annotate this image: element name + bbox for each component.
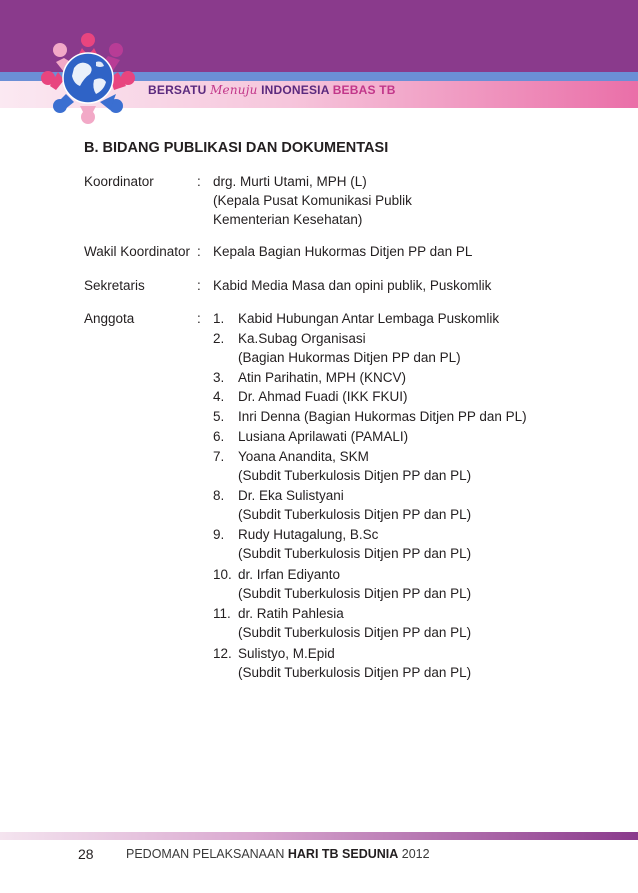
tagline-indonesia: INDONESIA <box>261 83 330 97</box>
wakil-koordinator-label: Wakil Koordinator <box>84 244 191 259</box>
sekretaris-colon: : <box>197 278 201 293</box>
anggota-label: Anggota <box>84 311 135 326</box>
header-tagline <box>148 83 396 97</box>
list-item-number: 3. <box>213 370 225 385</box>
footer-title-normal: PEDOMAN PELAKSANAAN <box>126 847 285 861</box>
tagline-bebas-tb: BEBAS TB <box>332 83 396 97</box>
koordinator-label: Koordinator <box>84 174 154 189</box>
list-item-number: 1. <box>213 311 225 326</box>
list-item-number: 8. <box>213 488 225 503</box>
wakil-koordinator-colon: : <box>197 244 201 259</box>
list-item-number: 6. <box>213 429 225 444</box>
section-title: B. BIDANG PUBLIKASI DAN DOKUMENTASI <box>84 140 389 156</box>
list-item-detail: (Subdit Tuberkulosis Ditjen PP dan PL) <box>238 586 472 601</box>
list-item: dr. Ratih Pahlesia <box>238 606 344 621</box>
footer-title-bold: HARI TB SEDUNIA <box>287 847 399 861</box>
list-item-number: 4. <box>213 389 225 404</box>
list-item-number: 2. <box>213 331 225 346</box>
list-item-number: 12. <box>213 646 232 661</box>
koordinator-value-line: drg. Murti Utami, MPH (L) <box>213 174 367 189</box>
list-item-number: 7. <box>213 449 225 464</box>
list-item-number: 5. <box>213 409 225 424</box>
list-item: Dr. Eka Sulistyani <box>238 488 344 503</box>
sekretaris-value: Kabid Media Masa dan opini publik, Puskomlik <box>213 278 492 293</box>
tagline-menuju: Menuju <box>210 83 258 97</box>
list-item-detail: (Subdit Tuberkulosis Ditjen PP dan PL) <box>238 507 472 522</box>
list-item: Atin Parihatin, MPH (KNCV) <box>238 370 407 385</box>
list-item: Kabid Hubungan Antar Lembaga Puskomlik <box>238 311 500 326</box>
list-item: Inri Denna (Bagian Hukormas Ditjen PP dan PL) <box>238 409 527 424</box>
list-item: dr. Irfan Ediyanto <box>238 567 341 582</box>
list-item: Rudy Hutagalung, B.Sc <box>238 527 379 542</box>
sekretaris-label: Sekretaris <box>84 278 145 293</box>
footer-year: 2012 <box>401 847 430 861</box>
list-item: Dr. Ahmad Fuadi (IKK FKUI) <box>238 389 408 404</box>
list-item-detail: (Bagian Hukormas Ditjen PP dan PL) <box>238 350 461 365</box>
koordinator-value-line: Kementerian Kesehatan) <box>213 212 363 227</box>
list-item-detail: (Subdit Tuberkulosis Ditjen PP dan PL) <box>238 665 472 680</box>
list-item: Yoana Anandita, SKM <box>238 449 369 464</box>
list-item-number: 11. <box>213 606 231 621</box>
list-item-number: 10. <box>213 567 232 582</box>
list-item: Ka.Subag Organisasi <box>238 331 366 346</box>
list-item: Sulistyo, M.Epid <box>238 646 335 661</box>
wakil-koordinator-value: Kepala Bagian Hukormas Ditjen PP dan PL <box>213 244 473 259</box>
footer-bar <box>0 832 638 840</box>
page-number: 28 <box>78 846 94 862</box>
tagline-bersatu: BERSATU <box>148 83 207 97</box>
list-item-detail: (Subdit Tuberkulosis Ditjen PP dan PL) <box>238 546 472 561</box>
list-item-detail: (Subdit Tuberkulosis Ditjen PP dan PL) <box>238 468 472 483</box>
koordinator-colon: : <box>197 174 201 189</box>
anggota-colon: : <box>197 311 201 326</box>
list-item-number: 9. <box>213 527 225 542</box>
list-item-detail: (Subdit Tuberkulosis Ditjen PP dan PL) <box>238 625 472 640</box>
globe-people-logo-icon <box>38 28 138 128</box>
koordinator-value-line: (Kepala Pusat Komunikasi Publik <box>213 193 412 208</box>
footer-title <box>126 847 430 861</box>
list-item: Lusiana Aprilawati (PAMALI) <box>238 429 409 444</box>
